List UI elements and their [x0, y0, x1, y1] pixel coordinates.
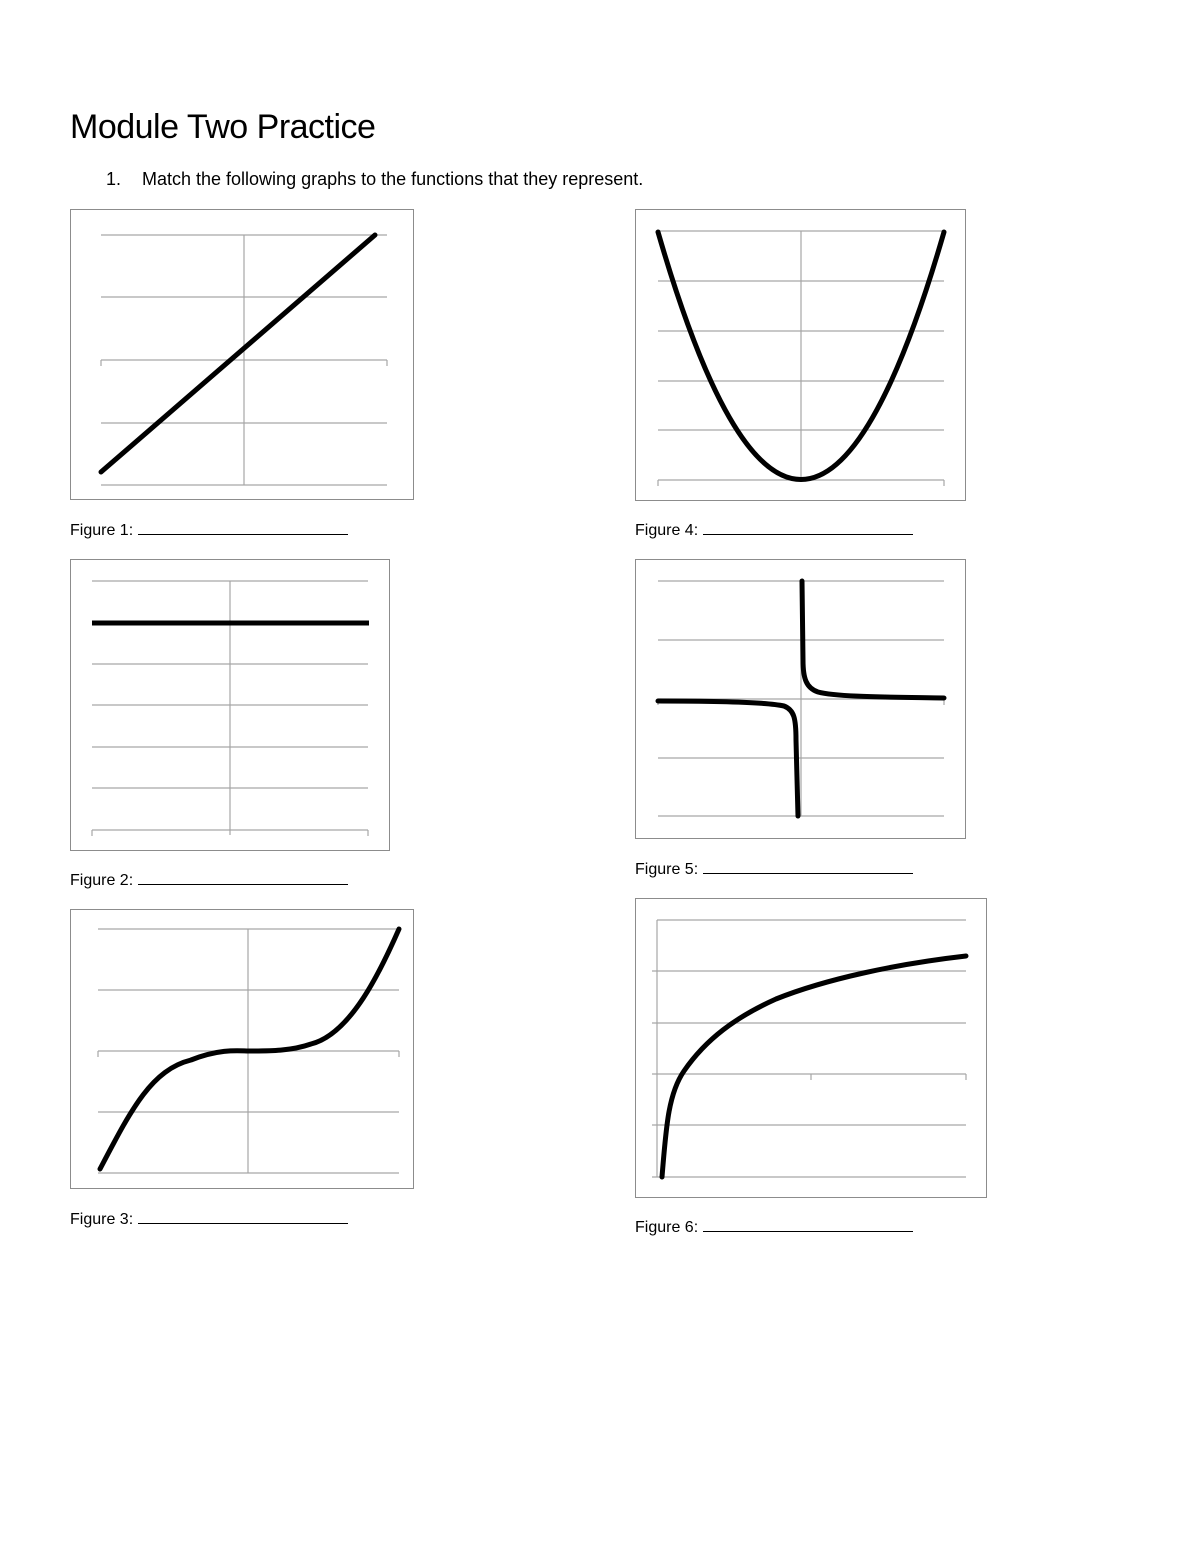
- figure-3-graph: [70, 909, 414, 1189]
- curve: [100, 929, 399, 1169]
- figure-6-chart: [636, 899, 988, 1199]
- figure-4-chart: [636, 210, 967, 502]
- figure-4-caption: [635, 520, 913, 540]
- figure-6-graph: [635, 898, 987, 1198]
- figure-1-graph: [70, 209, 414, 500]
- question-number: 1.: [106, 169, 122, 189]
- figure-3-answer-blank[interactable]: [138, 1209, 348, 1224]
- figure-5-graph: [635, 559, 966, 839]
- figure-1-answer-blank[interactable]: [138, 520, 348, 535]
- figure-6-caption: [635, 1217, 913, 1237]
- figure-5-answer-blank[interactable]: [703, 859, 913, 874]
- figure-2-chart: [71, 560, 391, 852]
- figure-1-chart: [71, 210, 415, 501]
- figure-6-answer-blank[interactable]: [703, 1217, 913, 1232]
- curve: [662, 956, 966, 1177]
- figure-5-chart: [636, 560, 967, 840]
- figure-6-label: Figure 6:: [635, 1219, 699, 1236]
- figure-1-label: Figure 1:: [70, 522, 134, 539]
- figure-4-graph: [635, 209, 966, 501]
- figure-5-caption: [635, 859, 913, 879]
- figure-2-graph: [70, 559, 390, 851]
- page-title: Module Two Practice: [70, 108, 376, 146]
- figure-3-label: Figure 3:: [70, 1211, 134, 1228]
- figure-4-label: Figure 4:: [635, 522, 699, 539]
- curve: [101, 235, 375, 472]
- figure-2-label: Figure 2:: [70, 872, 134, 889]
- figure-3-chart: [71, 910, 415, 1190]
- figure-1-caption: [70, 520, 348, 540]
- figure-2-answer-blank[interactable]: [138, 870, 348, 885]
- figure-4-answer-blank[interactable]: [703, 520, 913, 535]
- question-text: Match the following graphs to the functions that they represent.: [142, 169, 644, 189]
- figure-3-caption: [70, 1209, 348, 1229]
- question-1: [106, 169, 643, 190]
- figure-2-caption: [70, 870, 348, 890]
- figure-5-label: Figure 5:: [635, 861, 699, 878]
